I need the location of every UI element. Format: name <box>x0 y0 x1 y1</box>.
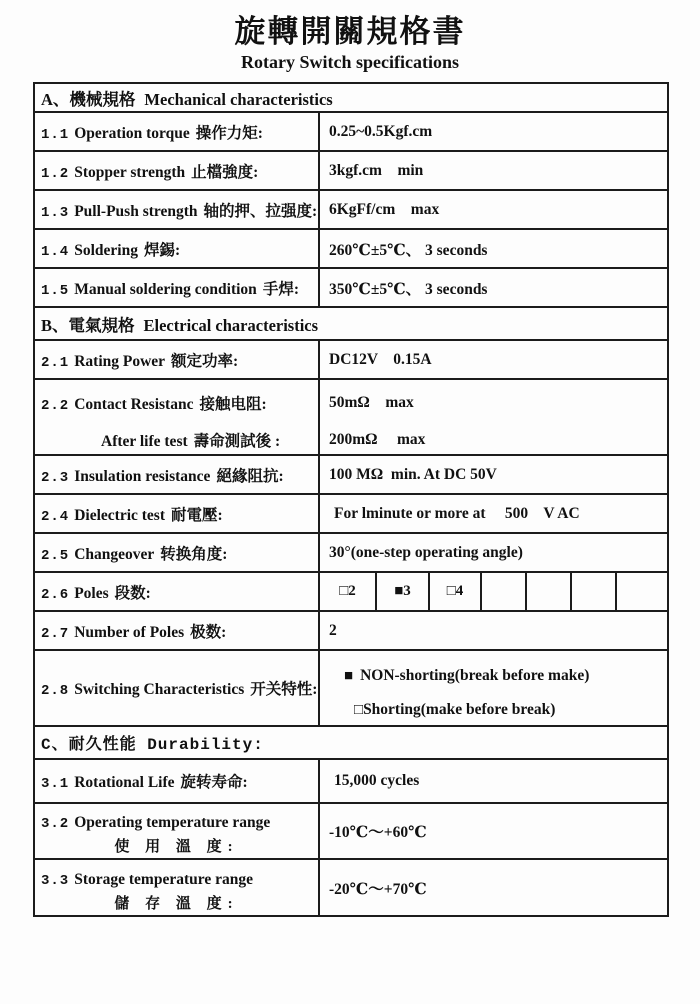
checkbox-empty-icon: □ <box>354 702 364 718</box>
poles-empty-cell <box>526 572 571 611</box>
row-contact-resistance <box>34 379 668 455</box>
shorting-option: □Shorting(make before break) <box>354 701 556 718</box>
row-switching-characteristics <box>34 650 668 726</box>
after-life-test-value: 200mΩ max <box>329 430 426 448</box>
row-soldering <box>34 229 668 268</box>
page-title: 旋轉開關規格書 <box>234 14 466 49</box>
row-value: 100 MΩ min. At DC 50V <box>319 455 668 494</box>
row-label: 2.5 Changeover 转换角度: <box>34 533 319 572</box>
spec-sheet-page <box>0 14 700 1004</box>
operating-temperature-zh-label: 使 用 溫 度: <box>114 839 239 855</box>
row-storage-temperature <box>34 859 668 916</box>
row-value: 350℃±5℃、 3 seconds <box>319 268 668 307</box>
row-value: 0.25~0.5Kgf.cm <box>319 112 668 151</box>
row-value: 3kgf.cm min <box>319 151 668 190</box>
poles-option-2: □2 <box>319 572 376 611</box>
row-value <box>319 379 668 455</box>
row-value: -20℃～+70℃ <box>319 859 668 916</box>
row-rating-power <box>34 340 668 379</box>
row-label: 2.1 Rating Power 额定功率: <box>34 340 319 379</box>
row-poles <box>34 572 668 611</box>
row-label: 3.2 Operating temperature range 使 用 溫 度: <box>34 803 319 859</box>
row-label: 3.3 Storage temperature range 儲 存 溫 度: <box>34 859 319 916</box>
row-stopper-strength <box>34 151 668 190</box>
section-header-electrical <box>34 307 668 340</box>
checkbox-filled-icon: ■ <box>394 583 404 599</box>
row-label: 1.5 Manual soldering condition 手焊: <box>34 268 319 307</box>
section-c-label: C、耐久性能 Durability: <box>41 736 264 754</box>
row-label: 2.3 Insulation resistance 絕緣阻抗: <box>34 455 319 494</box>
section-header-mechanical <box>34 83 668 112</box>
row-label: 1.4 Soldering 焊錫: <box>34 229 319 268</box>
row-value: 2 <box>319 611 668 650</box>
section-header-durability <box>34 726 668 759</box>
row-operation-torque <box>34 112 668 151</box>
row-label: 1.3 Pull-Push strength 轴的押、拉强度: <box>34 190 319 229</box>
section-b-title: Electrical characteristics <box>143 315 319 335</box>
section-a-title: Mechanical characteristics <box>144 89 333 109</box>
row-label: 2.4 Dielectric test 耐電壓: <box>34 494 319 533</box>
row-rotational-life <box>34 759 668 803</box>
row-label: 2.2 Contact Resistanc 接触电阻: After life test 壽命測試後 : <box>34 379 319 455</box>
section-b-label: B、電氣規格 <box>41 315 135 335</box>
checkbox-filled-icon: ■ <box>344 668 354 684</box>
page-subtitle: Rotary Switch specifications <box>241 52 459 72</box>
row-label: 1.1 Operation torque 操作力矩: <box>34 112 319 151</box>
non-shorting-option: ■ NON-shorting(break before make) <box>344 667 590 684</box>
row-insulation-resistance <box>34 455 668 494</box>
row-changeover <box>34 533 668 572</box>
row-manual-soldering <box>34 268 668 307</box>
row-label: 2.6 Poles 段数: <box>34 572 319 611</box>
row-value: For lminute or more at 500 V AC <box>319 494 668 533</box>
row-number-of-poles <box>34 611 668 650</box>
poles-empty-cell <box>481 572 526 611</box>
row-operating-temperature <box>34 803 668 859</box>
poles-option-3-selected: ■3 <box>376 572 429 611</box>
storage-temperature-zh-label: 儲 存 溫 度: <box>114 895 239 912</box>
checkbox-empty-icon: □ <box>446 583 456 599</box>
poles-empty-cell <box>571 572 616 611</box>
row-value: 30°(one-step operating angle) <box>319 533 668 572</box>
section-a-label: A、機械規格 <box>41 89 136 109</box>
row-label: 2.7 Number of Poles 极数: <box>34 611 319 650</box>
row-label: 1.2 Stopper strength 止檔強度: <box>34 151 319 190</box>
poles-option-4: □4 <box>429 572 481 611</box>
row-value: DC12V 0.15A <box>319 340 668 379</box>
after-life-test-label: After life test 壽命測試後 : <box>101 433 281 450</box>
row-pull-push-strength <box>34 190 668 229</box>
row-value <box>319 650 668 726</box>
spec-table <box>33 82 669 917</box>
row-value: 6KgFf/cm max <box>319 190 668 229</box>
contact-resistance-value: 50mΩ max <box>329 393 414 411</box>
row-value: 15,000 cycles <box>319 759 668 803</box>
row-label: 3.1 Rotational Life 旋转寿命: <box>34 759 319 803</box>
row-value: -10℃～+60℃ <box>319 803 668 859</box>
poles-empty-cell <box>616 572 668 611</box>
row-label: 2.8 Switching Characteristics 开关特性: <box>34 650 319 726</box>
row-value: 260℃±5℃、 3 seconds <box>319 229 668 268</box>
checkbox-empty-icon: □ <box>339 583 349 599</box>
row-dielectric-test <box>34 494 668 533</box>
